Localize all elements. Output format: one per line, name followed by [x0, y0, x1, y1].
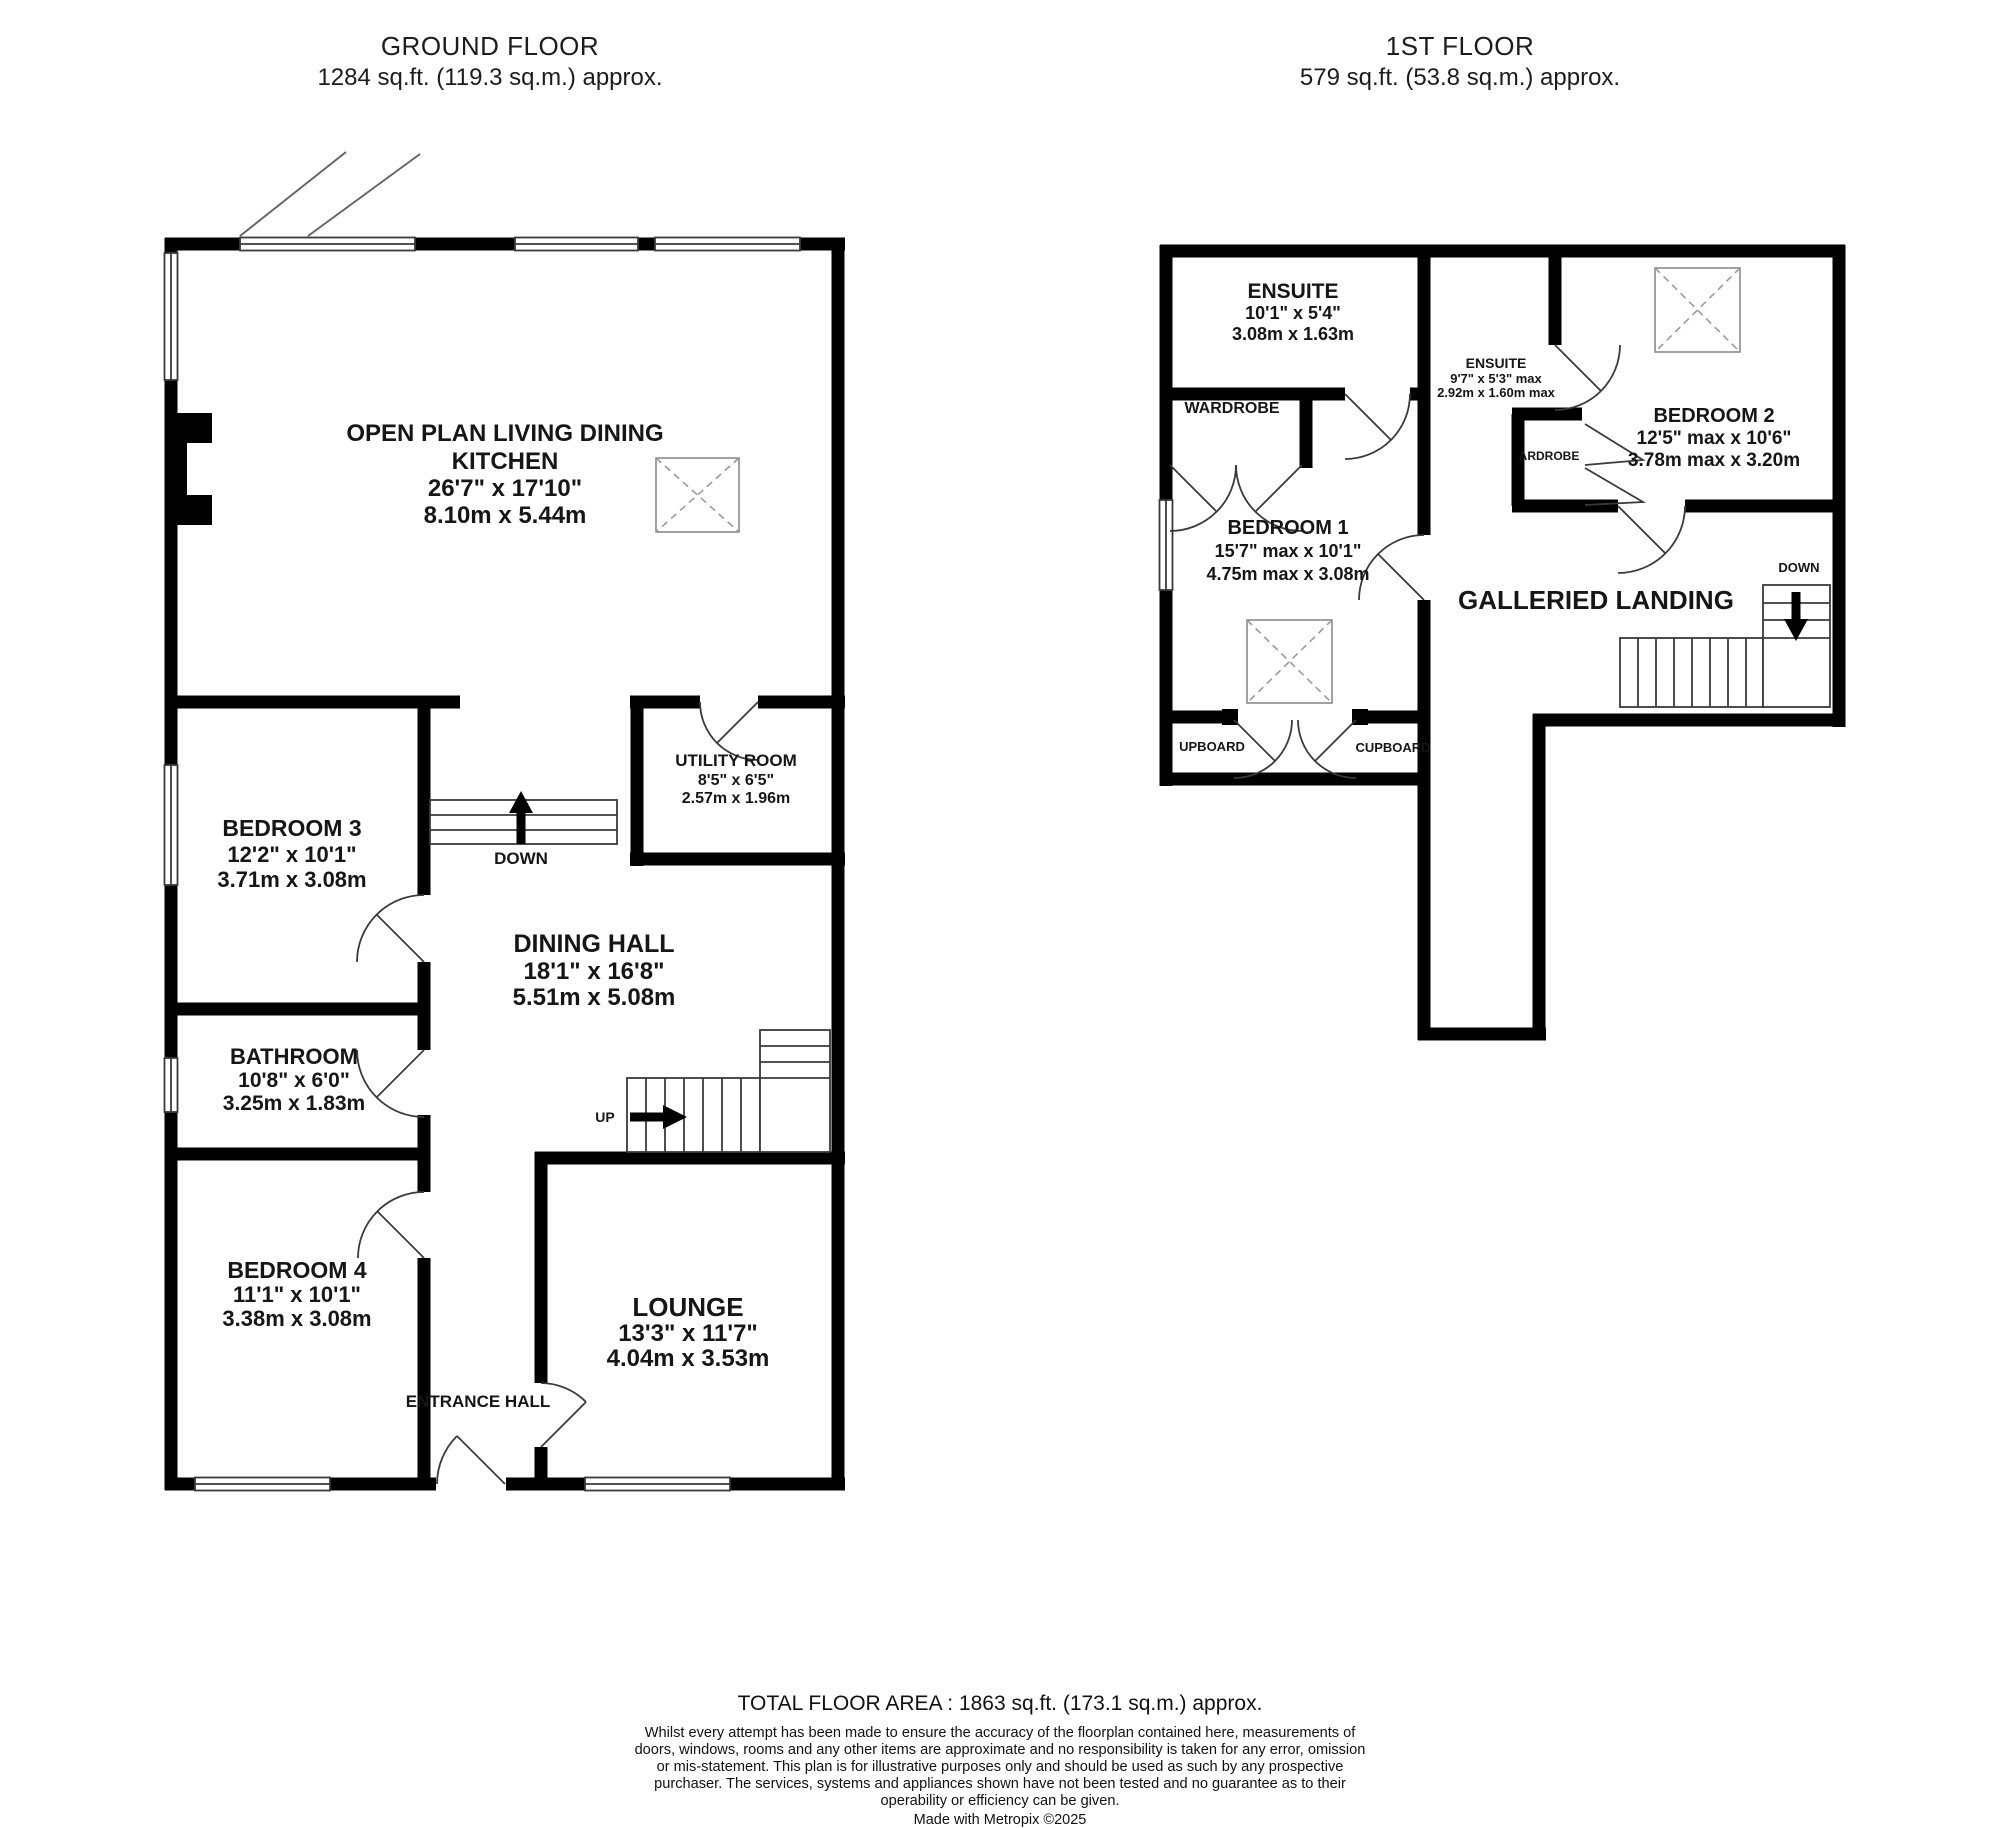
stairs-down-label: DOWN — [1778, 560, 1820, 575]
stairs-down-ground — [430, 791, 617, 844]
room-label-dining-hall: DINING HALL — [513, 930, 675, 958]
skylight-icon — [1247, 620, 1332, 703]
room-size-imperial: 12'5" max x 10'6" — [1636, 428, 1792, 449]
room-size-metric: 5.51m x 5.08m — [512, 984, 676, 1011]
stairs-up-label: UP — [595, 1109, 615, 1125]
room-label-bedroom-2: BEDROOM 2 — [1653, 405, 1775, 427]
window — [240, 238, 415, 251]
window — [585, 1478, 730, 1491]
roofline — [308, 154, 420, 236]
window — [1160, 500, 1173, 590]
door-cupboard-right — [1298, 720, 1356, 778]
first-floor-area: 579 sq.ft. (53.8 sq.m.) approx. — [1299, 63, 1621, 91]
stairs-up-ground — [627, 1030, 830, 1152]
door-ensuite-2 — [1555, 345, 1620, 410]
room-size-imperial: 10'1" x 5'4" — [1245, 303, 1341, 323]
room-label-bathroom: BATHROOM — [230, 1044, 358, 1069]
ground-floor-title: GROUND FLOOR — [380, 31, 600, 61]
room-label-lounge: LOUNGE — [632, 1292, 744, 1322]
room-size-imperial: 11'1" x 10'1" — [233, 1282, 361, 1307]
room-label-ensuite-1: ENSUITE — [1247, 280, 1339, 303]
window — [165, 253, 178, 380]
room-size-imperial: 10'8" x 6'0" — [238, 1069, 350, 1092]
door-bedroom-3 — [357, 895, 424, 962]
room-label-ensuite-2: ENSUITE — [1465, 355, 1527, 371]
first-floor-plan — [1160, 245, 1846, 1040]
ground-floor-labels — [217, 420, 796, 1411]
room-label-cupboard-right: CUPBOARD — [1355, 740, 1431, 755]
room-size-metric: 2.92m x 1.60m max — [1437, 385, 1555, 400]
room-size-metric: 8.10m x 5.44m — [423, 502, 587, 529]
room-size-metric: 3.71m x 3.08m — [217, 867, 367, 892]
room-label-open-plan-line2: KITCHEN — [451, 448, 559, 475]
room-size-metric: 3.38m x 3.08m — [222, 1306, 372, 1331]
room-size-imperial: 13'3" x 11'7" — [618, 1320, 758, 1347]
room-label-bedroom-4: BEDROOM 4 — [227, 1257, 367, 1283]
skylight-icon — [1655, 268, 1740, 352]
room-label-bedroom-3: BEDROOM 3 — [222, 815, 362, 841]
ground-floor-area: 1284 sq.ft. (119.3 sq.m.) approx. — [317, 63, 663, 91]
window — [195, 1478, 330, 1491]
room-size-metric: 2.57m x 1.96m — [681, 790, 791, 807]
window — [515, 238, 638, 251]
room-label-cupboard-left: UPBOARD — [1179, 739, 1245, 754]
skylight-icon — [656, 458, 739, 532]
first-floor-title: 1ST FLOOR — [1385, 31, 1535, 61]
disclaimer-text: Whilst every attempt has been made to ensure the accuracy of the floorplan contained here, measurements of doors, windows, rooms and any other items are approximate and no responsibility is taken for any error, omission or mis-statement. This plan is for illustrative purposes only and should be used as such by any prospective purchaser. The services, systems and appliances shown have not been tested and no guarantee as to their operability or efficiency can be given. — [634, 1725, 1366, 1810]
room-label-entrance-hall: ENTRANCE HALL — [405, 1392, 551, 1411]
room-label-utility: UTILITY ROOM — [675, 751, 797, 770]
window — [655, 238, 800, 251]
room-size-metric: 3.78m max x 3.20m — [1627, 450, 1801, 471]
room-size-metric: 3.25m x 1.83m — [222, 1092, 366, 1115]
fireplace — [165, 413, 212, 525]
room-label-galleried-landing: GALLERIED LANDING — [1458, 585, 1734, 615]
room-size-metric: 3.08m x 1.63m — [1231, 324, 1355, 344]
stairs-down-label: DOWN — [494, 849, 548, 868]
room-size-imperial: 26'7" x 17'10" — [427, 475, 583, 502]
door-ensuite-1 — [1345, 394, 1410, 459]
door-bedroom-4 — [358, 1192, 424, 1258]
room-size-imperial: 9'7" x 5'3" max — [1450, 371, 1542, 386]
window — [165, 765, 178, 885]
ground-floor-plan — [165, 152, 846, 1491]
room-size-metric: 4.75m max x 3.08m — [1206, 564, 1370, 584]
total-floor-area: TOTAL FLOOR AREA : 1863 sq.ft. (173.1 sq.m.) approx. — [737, 1692, 1263, 1715]
roofline — [240, 152, 346, 236]
metropix-credit: Made with Metropix ©2025 — [913, 1812, 1087, 1828]
room-label-wardrobe-2: ARDROBE — [1518, 449, 1580, 463]
room-size-imperial: 12'2" x 10'1" — [227, 842, 357, 867]
room-size-imperial: 8'5" x 6'5" — [697, 772, 775, 789]
window — [165, 1058, 178, 1112]
door-front-entrance — [436, 1436, 506, 1491]
room-label-wardrobe: WARDROBE — [1184, 400, 1280, 417]
room-label-bedroom-1: BEDROOM 1 — [1227, 517, 1349, 539]
footer — [500, 1692, 1500, 1828]
door-bedroom-2 — [1618, 506, 1685, 573]
room-label-open-plan: OPEN PLAN LIVING DINING — [346, 420, 664, 447]
room-size-metric: 4.04m x 3.53m — [606, 1345, 770, 1372]
room-size-imperial: 18'1" x 16'8" — [523, 958, 665, 985]
room-size-imperial: 15'7" max x 10'1" — [1214, 541, 1362, 561]
door-bathroom — [357, 1050, 424, 1117]
